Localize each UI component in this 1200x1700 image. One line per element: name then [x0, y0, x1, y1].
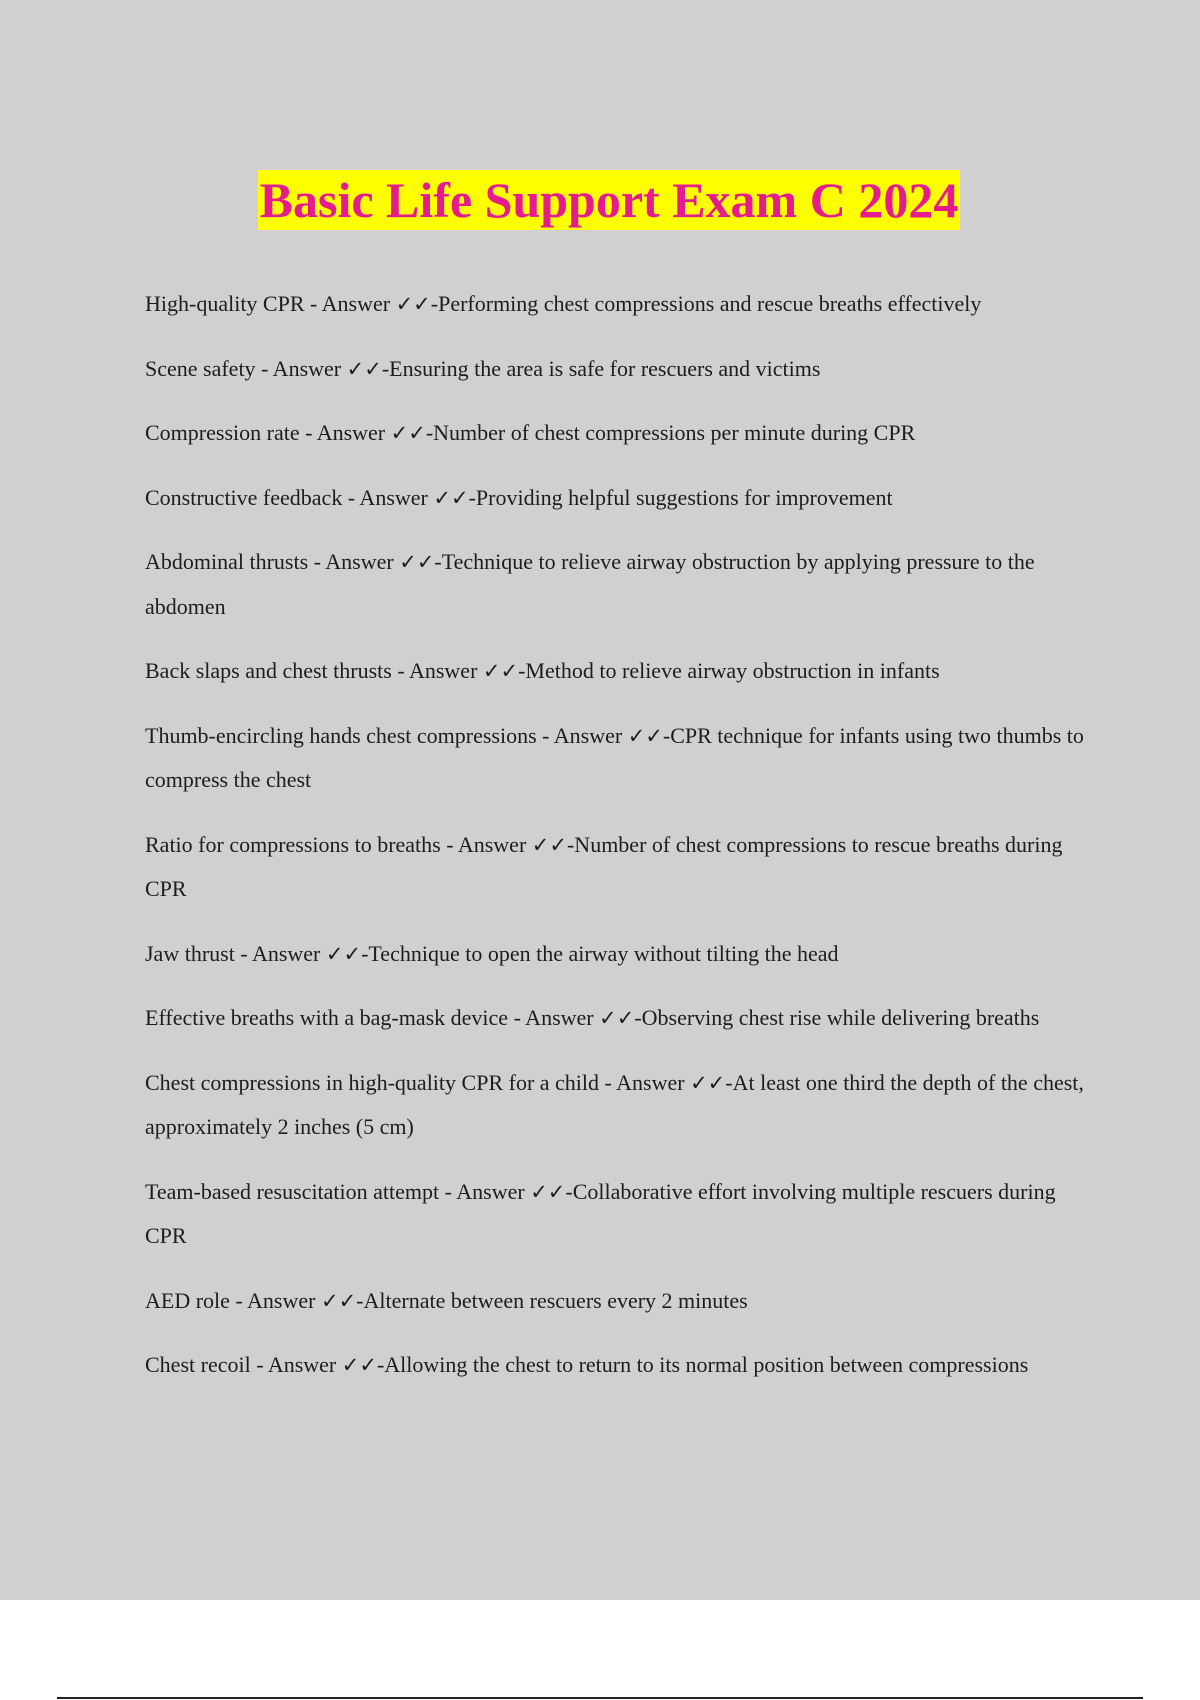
checkmark-icon: ✓✓: [627, 723, 663, 748]
qa-term: Compression rate: [145, 420, 300, 445]
qa-item: [145, 932, 1090, 977]
qa-item: [145, 540, 1090, 629]
qa-answer-separator: - Answer: [439, 1178, 531, 1204]
qa-term: Scene safety: [145, 355, 256, 381]
qa-answer: -Providing helpful suggestions for improvement: [468, 484, 893, 510]
qa-item: [145, 1170, 1090, 1259]
qa-answer-separator: - Answer: [599, 1069, 691, 1095]
qa-term: High-quality CPR: [145, 291, 305, 316]
checkmark-icon: ✓✓: [531, 832, 567, 857]
qa-item: [145, 476, 1090, 521]
footer-divider: [57, 1697, 1143, 1699]
qa-answer-separator: - Answer: [229, 1287, 321, 1313]
checkmark-icon: ✓✓: [395, 292, 431, 316]
qa-answer-separator: - Answer: [391, 658, 483, 683]
checkmark-icon: ✓✓: [690, 1070, 726, 1095]
qa-answer-separator: - Answer: [234, 940, 326, 966]
qa-term: Chest recoil: [145, 1352, 251, 1377]
qa-answer: -Performing chest compressions and rescue breaths effectively: [430, 291, 982, 316]
qa-term: Team-based resuscitation attempt: [145, 1178, 440, 1204]
qa-answer-separator: - Answer: [440, 831, 532, 857]
qa-item: [145, 823, 1090, 912]
qa-answer: -Technique to open the airway without tilting the head: [361, 940, 839, 966]
qa-list: [145, 282, 1090, 1408]
checkmark-icon: ✓✓: [482, 659, 519, 683]
qa-term: Ratio for compressions to breaths: [145, 831, 441, 857]
qa-answer: -At least one third the depth of the chest, approximately 2 inches (5 cm): [145, 1069, 1084, 1139]
checkmark-icon: ✓✓: [346, 356, 382, 381]
qa-answer-separator: - Answer: [308, 549, 400, 574]
checkmark-icon: ✓✓: [325, 941, 362, 966]
qa-answer-separator: - Answer: [304, 291, 396, 316]
title-container: [0, 170, 1200, 230]
qa-answer-separator: - Answer: [299, 420, 391, 445]
qa-term: Back slaps and chest thrusts: [145, 658, 392, 683]
qa-item: [145, 1279, 1090, 1324]
checkmark-icon: ✓✓: [341, 1353, 377, 1377]
qa-item: [145, 282, 1090, 327]
qa-answer: -Number of chest compressions per minute during CPR: [425, 420, 916, 445]
qa-item: [145, 996, 1090, 1041]
qa-term: Constructive feedback: [145, 484, 343, 510]
qa-answer: -CPR technique for infants using two thumbs to compress the chest: [145, 722, 1084, 792]
qa-item: [145, 714, 1090, 803]
qa-answer-separator: - Answer: [508, 1005, 600, 1030]
qa-answer-separator: - Answer: [255, 355, 347, 381]
page-title: Basic Life Support Exam C 2024: [259, 172, 959, 228]
qa-term: Effective breaths with a bag-mask device: [145, 1005, 509, 1030]
qa-term: AED role: [145, 1287, 230, 1313]
qa-answer: -Method to relieve airway obstruction in infants: [518, 658, 940, 683]
qa-answer: -Number of chest compressions to rescue breaths during CPR: [145, 831, 1063, 901]
qa-answer-separator: - Answer: [342, 484, 434, 510]
checkmark-icon: ✓✓: [530, 1179, 566, 1204]
qa-term: Thumb-encircling hands chest compressions: [145, 722, 537, 748]
qa-answer-separator: - Answer: [536, 722, 628, 748]
qa-item: [145, 649, 1090, 694]
checkmark-icon: ✓✓: [320, 1288, 357, 1313]
qa-answer: -Allowing the chest to return to its normal position between compressions: [376, 1352, 1029, 1377]
qa-item: [145, 347, 1090, 392]
qa-item: [145, 1343, 1090, 1388]
qa-item: [145, 411, 1090, 456]
checkmark-icon: ✓✓: [433, 485, 469, 510]
qa-answer-separator: - Answer: [250, 1352, 342, 1377]
qa-answer: -Alternate between rescuers every 2 minutes: [356, 1287, 748, 1313]
checkmark-icon: ✓✓: [390, 421, 426, 445]
checkmark-icon: ✓✓: [399, 550, 435, 574]
checkmark-icon: ✓✓: [599, 1006, 635, 1030]
qa-item: [145, 1061, 1090, 1150]
qa-term: Abdominal thrusts: [145, 549, 309, 574]
qa-term: Jaw thrust: [145, 940, 235, 966]
qa-answer: -Technique to relieve airway obstruction by applying pressure to the abdomen: [145, 549, 1035, 619]
qa-answer: -Observing chest rise while delivering breaths: [634, 1005, 1040, 1030]
qa-term: Chest compressions in high-quality CPR for a child: [145, 1069, 600, 1095]
qa-answer: -Collaborative effort involving multiple rescuers during CPR: [145, 1178, 1056, 1248]
qa-answer: -Ensuring the area is safe for rescuers and victims: [381, 355, 821, 381]
